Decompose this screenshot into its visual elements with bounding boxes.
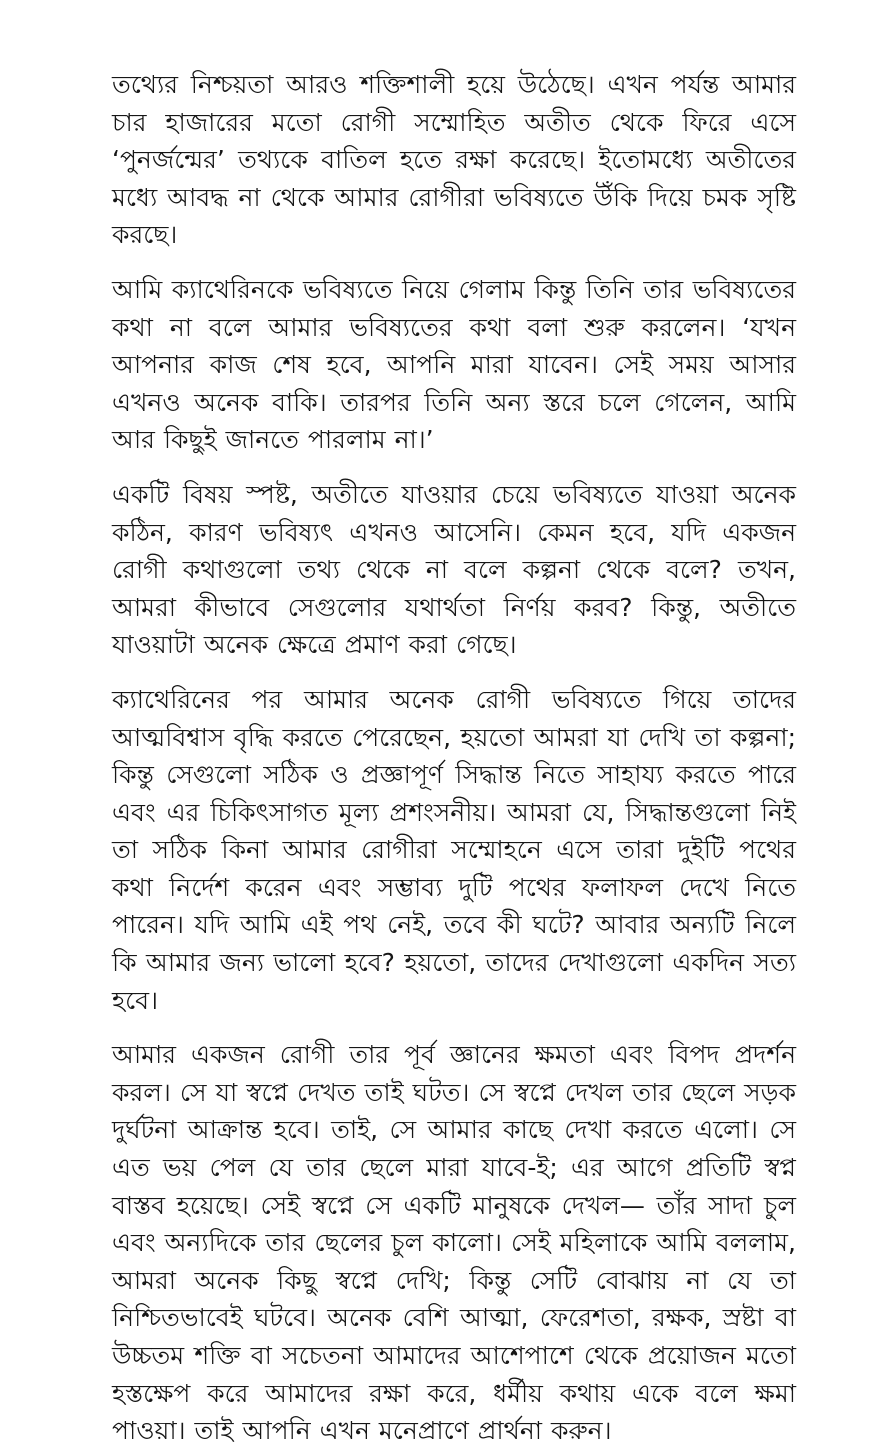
paragraph-3: একটি বিষয় স্পষ্ট, অতীতে যাওয়ার চেয়ে ভবিষ্যতে যাওয়া অনেক কঠিন, কারণ ভবিষ্যৎ এখনও আসেনি। কেমন হবে, যদি একজন রোগী কথাগুলো তথ্য থেকে না বলে কল্পনা থেকে বলে? তখন, আমরা কীভাবে সেগুলোর যথার্থতা নির্ণয় করব? কিন্তু, অতীতে যাওয়াটা অনেক ক্ষেত্রে প্রমাণ করা গেছে। bbox=[112, 479, 796, 660]
paragraph-4: ক্যাথেরিনের পর আমার অনেক রোগী ভবিষ্যতে গিয়ে তাদের আত্মবিশ্বাস বৃদ্ধি করতে পেরেছেন, হয়তো আমরা যা দেখি তা কল্পনা; কিন্তু সেগুলো সঠিক ও প্রজ্ঞাপূর্ণ সিদ্ধান্ত নিতে সাহায্য করতে পারে এবং এর চিকিৎসাগত মূল্য প্রশংসনীয়। আমরা যে, সিদ্ধান্তগুলো নিই তা সঠিক কিনা আমার রোগীরা সম্মোহনে এসে তারা দুইটি পথের কথা নির্দেশ করেন এবং সম্ভাব্য দুটি পথের ফলাফল দেখে নিতে পারেন। যদি আমি এই পথ নেই, তবে কী ঘটে? আবার অন্যটি নিলে কি আমার জন্য ভালো হবে? হয়তো, তাদের দেখাগুলো একদিন সত্য হবে। bbox=[112, 684, 796, 1015]
paragraph-5: আমার একজন রোগী তার পূর্ব জ্ঞানের ক্ষমতা এবং বিপদ প্রদর্শন করল। সে যা স্বপ্নে দেখত তাই ঘটত। সে স্বপ্নে দেখল তার ছেলে সড়ক দুর্ঘটনা আক্রান্ত হবে। তাই, সে আমার কাছে দেখা করতে এলো। সে এত ভয় পেল যে তার ছেলে মারা যাবে-ই; এর আগে প্রতিটি স্বপ্ন বাস্তব হয়েছে। সেই স্বপ্নে সে একটি মানুষকে দেখল— তাঁর সাদা চুল এবং অন্যদিকে তার ছেলের চুল কালো। সেই মহিলাকে আমি বললাম, আমরা অনেক কিছু স্বপ্নে দেখি; কিন্তু সেটি বোঝায় না যে তা নিশ্চিতভাবেই ঘটবে। অনেক বেশি আত্মা, ফেরেশতা, রক্ষক, স্রষ্টা বা উচ্চতম শক্তি বা সচেতনা আমাদের আশেপাশে থেকে প্রয়োজন মতো হস্তক্ষেপ করে আমাদের রক্ষা করে, ধর্মীয় কথায় একে বলে ক্ষমা পাওয়া। তাই আপনি এখন মনেপ্রাণে প্রার্থনা করুন। bbox=[112, 1040, 796, 1446]
paragraph-2: আমি ক্যাথেরিনকে ভবিষ্যতে নিয়ে গেলাম কিন্তু তিনি তার ভবিষ্যতের কথা না বলে আমার ভবিষ্যতের কথা বলা শুরু করলেন। ‘যখন আপনার কাজ শেষ হবে, আপনি মারা যাবেন। সেই সময় আসার এখনও অনেক বাকি। তারপর তিনি অন্য স্তরে চলে গেলেন, আমি আর কিছুই জানতে পারলাম না।’ bbox=[112, 274, 796, 455]
paragraph-1: তথ্যের নিশ্চয়তা আরও শক্তিশালী হয়ে উঠেছে। এখন পর্যন্ত আমার চার হাজারের মতো রোগী সম্মোহিত অতীত থেকে ফিরে এসে ‘পুনর্জন্মের’ তথ্যকে বাতিল হতে রক্ষা করেছে। ইতোমধ্যে অতীতের মধ্যে আবদ্ধ না থেকে আমার রোগীরা ভবিষ্যতে উঁকি দিয়ে চমক সৃষ্টি করছে। bbox=[112, 70, 796, 250]
